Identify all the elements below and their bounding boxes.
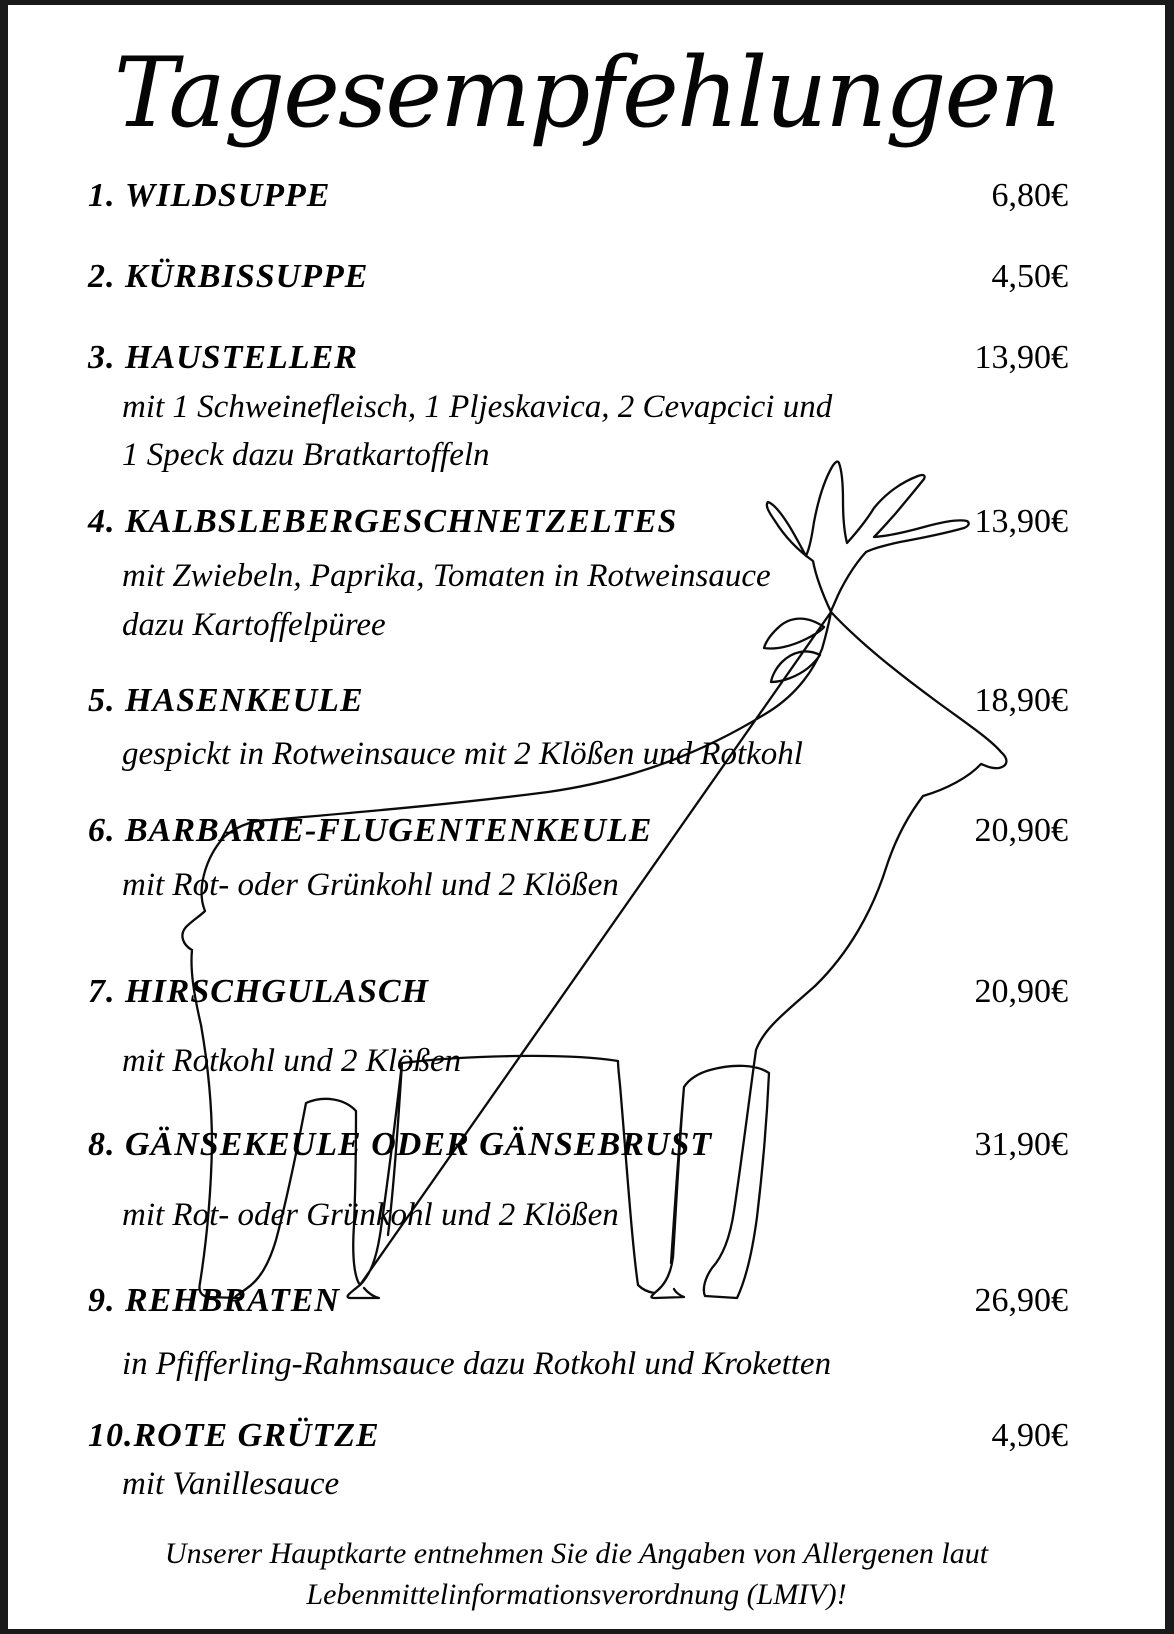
item-description: mit Vanillesauce [122,1466,340,1502]
item-description: mit 1 Schweinefleisch, 1 Pljeskavica, 2 Cevapcici und [122,389,833,425]
item-number: 10. [88,1417,134,1454]
item-number: 1. [88,177,116,214]
item-description: dazu Kartoffelpüree [122,607,386,643]
item-price: 20,90€ [974,812,1068,849]
item-name: BARBARIE-FLUGENTENKEULE [125,812,653,849]
item-name: ROTE GRÜTZE [133,1417,380,1454]
item-name: HAUSTELLER [125,339,358,376]
item-number: 4. [88,503,116,540]
item-price: 6,80€ [991,177,1068,214]
item-price: 18,90€ [974,682,1068,719]
menu-item-4 [88,501,1068,543]
item-number: 7. [88,973,116,1010]
item-description: 1 Speck dazu Bratkartoffeln [122,437,490,473]
item-name: HASENKEULE [125,682,364,719]
item-price: 13,90€ [974,339,1068,376]
item-name: HIRSCHGULASCH [125,973,429,1010]
item-name: WILDSUPPE [125,177,331,214]
item-price: 26,90€ [974,1282,1068,1319]
item-number: 8. [88,1126,116,1163]
menu-item-2 [88,256,1068,298]
item-description: mit Rot- oder Grünkohl und 2 Klößen [122,867,619,903]
item-description: mit Rotkohl und 2 Klößen [122,1043,462,1079]
menu-item-7 [88,971,1068,1013]
menu-item-1 [88,175,1068,217]
item-name: KÜRBISSUPPE [125,258,369,295]
item-price: 13,90€ [974,503,1068,540]
item-price: 4,90€ [991,1417,1068,1454]
item-number: 3. [88,339,116,376]
item-number: 9. [88,1282,116,1319]
item-price: 31,90€ [974,1126,1068,1163]
allergen-notice-line-1: Unserer Hauptkarte entnehmen Sie die Angaben von Allergenen laut [164,1537,989,1570]
item-name: REHBRATEN [125,1282,340,1319]
menu-page [8,5,1165,1629]
menu-item-6 [88,810,1068,852]
item-number: 5. [88,682,116,719]
item-price: 20,90€ [974,973,1068,1010]
item-name: KALBSLEBERGESCHNETZELTES [125,503,678,540]
menu-item-10 [88,1415,1068,1457]
menu-item-3 [88,337,1068,379]
item-description: gespickt in Rotweinsauce mit 2 Klößen und Rotkohl [122,736,803,772]
item-description: mit Zwiebeln, Paprika, Tomaten in Rotweinsauce [122,558,771,594]
menu-item-9 [88,1280,1068,1322]
allergen-notice-line-2: Lebenmittelinformationsverordnung (LMIV)! [306,1578,847,1611]
menu-item-8 [88,1124,1068,1166]
item-name: GÄNSEKEULE ODER GÄNSEBRUST [125,1126,713,1163]
item-description: in Pfifferling-Rahmsauce dazu Rotkohl und Kroketten [122,1346,832,1382]
menu-title: Tagesempfehlungen [113,37,1060,149]
item-price: 4,50€ [991,258,1068,295]
item-description: mit Rot- oder Grünkohl und 2 Klößen [122,1197,619,1233]
menu-item-5 [88,680,1068,722]
item-number: 6. [88,812,116,849]
item-number: 2. [88,258,116,295]
